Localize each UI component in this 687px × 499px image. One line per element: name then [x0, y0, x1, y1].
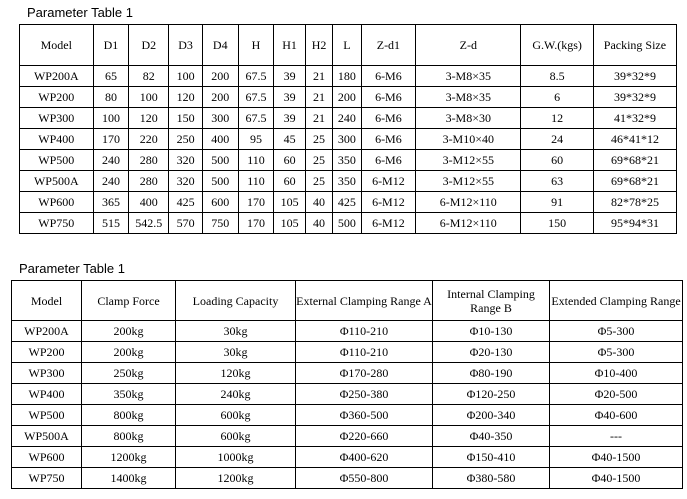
table-cell: Φ80-190 [433, 363, 550, 384]
column-header: Packing Size [593, 25, 676, 66]
table-cell: 800kg [82, 405, 176, 426]
table-cell: 40 [305, 213, 332, 234]
table-header-row [20, 25, 677, 66]
table-cell: 425 [333, 192, 361, 213]
table-cell: 80 [93, 87, 129, 108]
table-cell: Φ40-1500 [550, 468, 683, 489]
model-cell: WP600 [12, 447, 82, 468]
table-cell: 46*41*12 [593, 129, 676, 150]
table-cell: 120 [169, 87, 203, 108]
column-header: D1 [93, 25, 129, 66]
column-header: L [333, 25, 361, 66]
table-cell: Φ5-300 [550, 321, 683, 342]
table-cell: 570 [169, 213, 203, 234]
model-cell: WP500A [20, 171, 94, 192]
table-cell: 600 [202, 192, 238, 213]
column-header: D4 [202, 25, 238, 66]
table-cell: 400 [202, 129, 238, 150]
table-cell: 39 [274, 108, 306, 129]
table-cell: 65 [93, 66, 129, 87]
table-cell: 40 [305, 192, 332, 213]
parameter-table-clamping [11, 280, 683, 489]
table-cell: 425 [169, 192, 203, 213]
table-cell: 3-M12×55 [416, 171, 521, 192]
table-cell: 45 [274, 129, 306, 150]
column-header: D2 [129, 25, 169, 66]
table-cell: 200 [202, 66, 238, 87]
table-row [20, 213, 677, 234]
table-cell: 600kg [176, 405, 296, 426]
table-cell: 3-M12×55 [416, 150, 521, 171]
table-cell: 170 [238, 192, 274, 213]
parameter-table-dimensions [19, 24, 677, 234]
model-cell: WP500 [12, 405, 82, 426]
table-cell: Φ40-1500 [550, 447, 683, 468]
table-cell: 320 [169, 150, 203, 171]
table-cell: 6 [521, 87, 594, 108]
table-cell: 3-M10×40 [416, 129, 521, 150]
table-cell: 6-M6 [361, 129, 416, 150]
table-cell: Φ20-500 [550, 384, 683, 405]
table-cell: 60 [274, 171, 306, 192]
model-cell: WP200A [12, 321, 82, 342]
table-cell: Φ10-130 [433, 321, 550, 342]
table-cell: 280 [129, 171, 169, 192]
table-cell: 250 [169, 129, 203, 150]
table-cell: 105 [274, 213, 306, 234]
table-cell: 600kg [176, 426, 296, 447]
table-cell: 95*94*31 [593, 213, 676, 234]
table-cell: 95 [238, 129, 274, 150]
table-row [20, 108, 677, 129]
table-cell: 110 [238, 150, 274, 171]
model-cell: WP200A [20, 66, 94, 87]
table-cell: 91 [521, 192, 594, 213]
table-cell: 6-M12 [361, 213, 416, 234]
model-cell: WP600 [20, 192, 94, 213]
column-header: Model [20, 25, 94, 66]
table-cell: Φ10-400 [550, 363, 683, 384]
table-cell: 542.5 [129, 213, 169, 234]
table-row [20, 66, 677, 87]
table-cell: 82*78*25 [593, 192, 676, 213]
column-header: Clamp Force [82, 281, 176, 321]
table-cell: Φ110-210 [296, 342, 433, 363]
table-cell: Φ220-660 [296, 426, 433, 447]
table-cell: 400 [129, 192, 169, 213]
table-cell: Φ200-340 [433, 405, 550, 426]
table-cell: 6-M6 [361, 108, 416, 129]
table-row [12, 447, 683, 468]
table-cell: 1200kg [82, 447, 176, 468]
table-cell: 25 [305, 150, 332, 171]
table-cell: 300 [202, 108, 238, 129]
column-header: Model [12, 281, 82, 321]
table-cell: Φ40-600 [550, 405, 683, 426]
table-cell: Φ360-500 [296, 405, 433, 426]
table-cell: 500 [202, 150, 238, 171]
table-cell: Φ110-210 [296, 321, 433, 342]
table-cell: Φ250-380 [296, 384, 433, 405]
table-cell: 1400kg [82, 468, 176, 489]
table-cell: 25 [305, 171, 332, 192]
table-cell: 30kg [176, 342, 296, 363]
table-cell: 100 [93, 108, 129, 129]
table-cell: 69*68*21 [593, 150, 676, 171]
table-cell: 6-M6 [361, 66, 416, 87]
model-cell: WP200 [12, 342, 82, 363]
table-cell: 240 [93, 171, 129, 192]
table-cell: Φ5-300 [550, 342, 683, 363]
table-cell: Φ170-280 [296, 363, 433, 384]
column-header: H [238, 25, 274, 66]
table-cell: 750 [202, 213, 238, 234]
table-cell: 200 [333, 87, 361, 108]
table-cell: 39*32*9 [593, 66, 676, 87]
table-cell: 120kg [176, 363, 296, 384]
table-cell: 200kg [82, 342, 176, 363]
table-cell: 280 [129, 150, 169, 171]
table-row [12, 384, 683, 405]
table-cell: 6-M12×110 [416, 192, 521, 213]
table-row [12, 426, 683, 447]
table-cell: 320 [169, 171, 203, 192]
model-cell: WP750 [20, 213, 94, 234]
column-header: Z-d1 [361, 25, 416, 66]
model-cell: WP500A [12, 426, 82, 447]
table-cell: 240 [93, 150, 129, 171]
table-row [12, 363, 683, 384]
table-cell: 6-M6 [361, 87, 416, 108]
table-cell: 6-M12×110 [416, 213, 521, 234]
table-row [20, 150, 677, 171]
table-cell: 150 [521, 213, 594, 234]
table-row [20, 87, 677, 108]
table2-caption: Parameter Table 1 [19, 261, 125, 276]
table-cell: 24 [521, 129, 594, 150]
table-cell: Φ150-410 [433, 447, 550, 468]
table-cell: 250kg [82, 363, 176, 384]
table-cell: 100 [129, 87, 169, 108]
table-cell: 82 [129, 66, 169, 87]
table-cell: 12 [521, 108, 594, 129]
table-cell: 60 [521, 150, 594, 171]
table-cell: Φ120-250 [433, 384, 550, 405]
table-cell: 21 [305, 66, 332, 87]
column-header: Internal Clamping Range B [433, 281, 550, 321]
table-cell: Φ20-130 [433, 342, 550, 363]
table-cell: 515 [93, 213, 129, 234]
model-cell: WP300 [20, 108, 94, 129]
column-header: External Clamping Range A [296, 281, 433, 321]
table-cell: --- [550, 426, 683, 447]
table-cell: 105 [274, 192, 306, 213]
model-cell: WP500 [20, 150, 94, 171]
table-cell: 350 [333, 171, 361, 192]
table-cell: 6-M12 [361, 171, 416, 192]
table-row [20, 171, 677, 192]
table-cell: 3-M8×30 [416, 108, 521, 129]
table-cell: 41*32*9 [593, 108, 676, 129]
table-cell: 39*32*9 [593, 87, 676, 108]
table-row [12, 405, 683, 426]
table-cell: 300 [333, 129, 361, 150]
table-cell: 3-M8×35 [416, 66, 521, 87]
table-cell: 365 [93, 192, 129, 213]
table-row [12, 321, 683, 342]
table-cell: 30kg [176, 321, 296, 342]
table-cell: 67.5 [238, 108, 274, 129]
table-cell: 63 [521, 171, 594, 192]
table-cell: 6-M12 [361, 192, 416, 213]
model-cell: WP400 [12, 384, 82, 405]
table-cell: Φ380-580 [433, 468, 550, 489]
column-header: D3 [169, 25, 203, 66]
table-cell: Φ550-800 [296, 468, 433, 489]
table-cell: 500 [333, 213, 361, 234]
table-cell: 1000kg [176, 447, 296, 468]
table-cell: 6-M6 [361, 150, 416, 171]
table-cell: 25 [305, 129, 332, 150]
table-cell: Φ400-620 [296, 447, 433, 468]
table-cell: 21 [305, 87, 332, 108]
table-cell: Φ40-350 [433, 426, 550, 447]
table-cell: 200 [202, 87, 238, 108]
table-cell: 120 [129, 108, 169, 129]
table-cell: 240 [333, 108, 361, 129]
table-cell: 100 [169, 66, 203, 87]
column-header: Extended Clamping Range [550, 281, 683, 321]
table-cell: 21 [305, 108, 332, 129]
table-row [20, 129, 677, 150]
table-cell: 8.5 [521, 66, 594, 87]
model-cell: WP300 [12, 363, 82, 384]
table-cell: 150 [169, 108, 203, 129]
table-cell: 170 [238, 213, 274, 234]
table-cell: 60 [274, 150, 306, 171]
table-cell: 39 [274, 66, 306, 87]
table-cell: 67.5 [238, 87, 274, 108]
column-header: G.W.(kgs) [521, 25, 594, 66]
table-cell: 1200kg [176, 468, 296, 489]
column-header: Loading Capacity [176, 281, 296, 321]
table-cell: 200kg [82, 321, 176, 342]
table-cell: 350 [333, 150, 361, 171]
table-cell: 110 [238, 171, 274, 192]
column-header: Z-d [416, 25, 521, 66]
table-cell: 220 [129, 129, 169, 150]
table-cell: 500 [202, 171, 238, 192]
table-header-row [12, 281, 683, 321]
table1-caption: Parameter Table 1 [27, 5, 133, 20]
model-cell: WP200 [20, 87, 94, 108]
table-row [12, 342, 683, 363]
column-header: H1 [274, 25, 306, 66]
table-cell: 180 [333, 66, 361, 87]
column-header: H2 [305, 25, 332, 66]
table-row [20, 192, 677, 213]
model-cell: WP750 [12, 468, 82, 489]
table-cell: 800kg [82, 426, 176, 447]
table-cell: 240kg [176, 384, 296, 405]
table-cell: 170 [93, 129, 129, 150]
table-row [12, 468, 683, 489]
table-cell: 67.5 [238, 66, 274, 87]
model-cell: WP400 [20, 129, 94, 150]
table-cell: 3-M8×35 [416, 87, 521, 108]
table-cell: 39 [274, 87, 306, 108]
table-cell: 69*68*21 [593, 171, 676, 192]
table-cell: 350kg [82, 384, 176, 405]
